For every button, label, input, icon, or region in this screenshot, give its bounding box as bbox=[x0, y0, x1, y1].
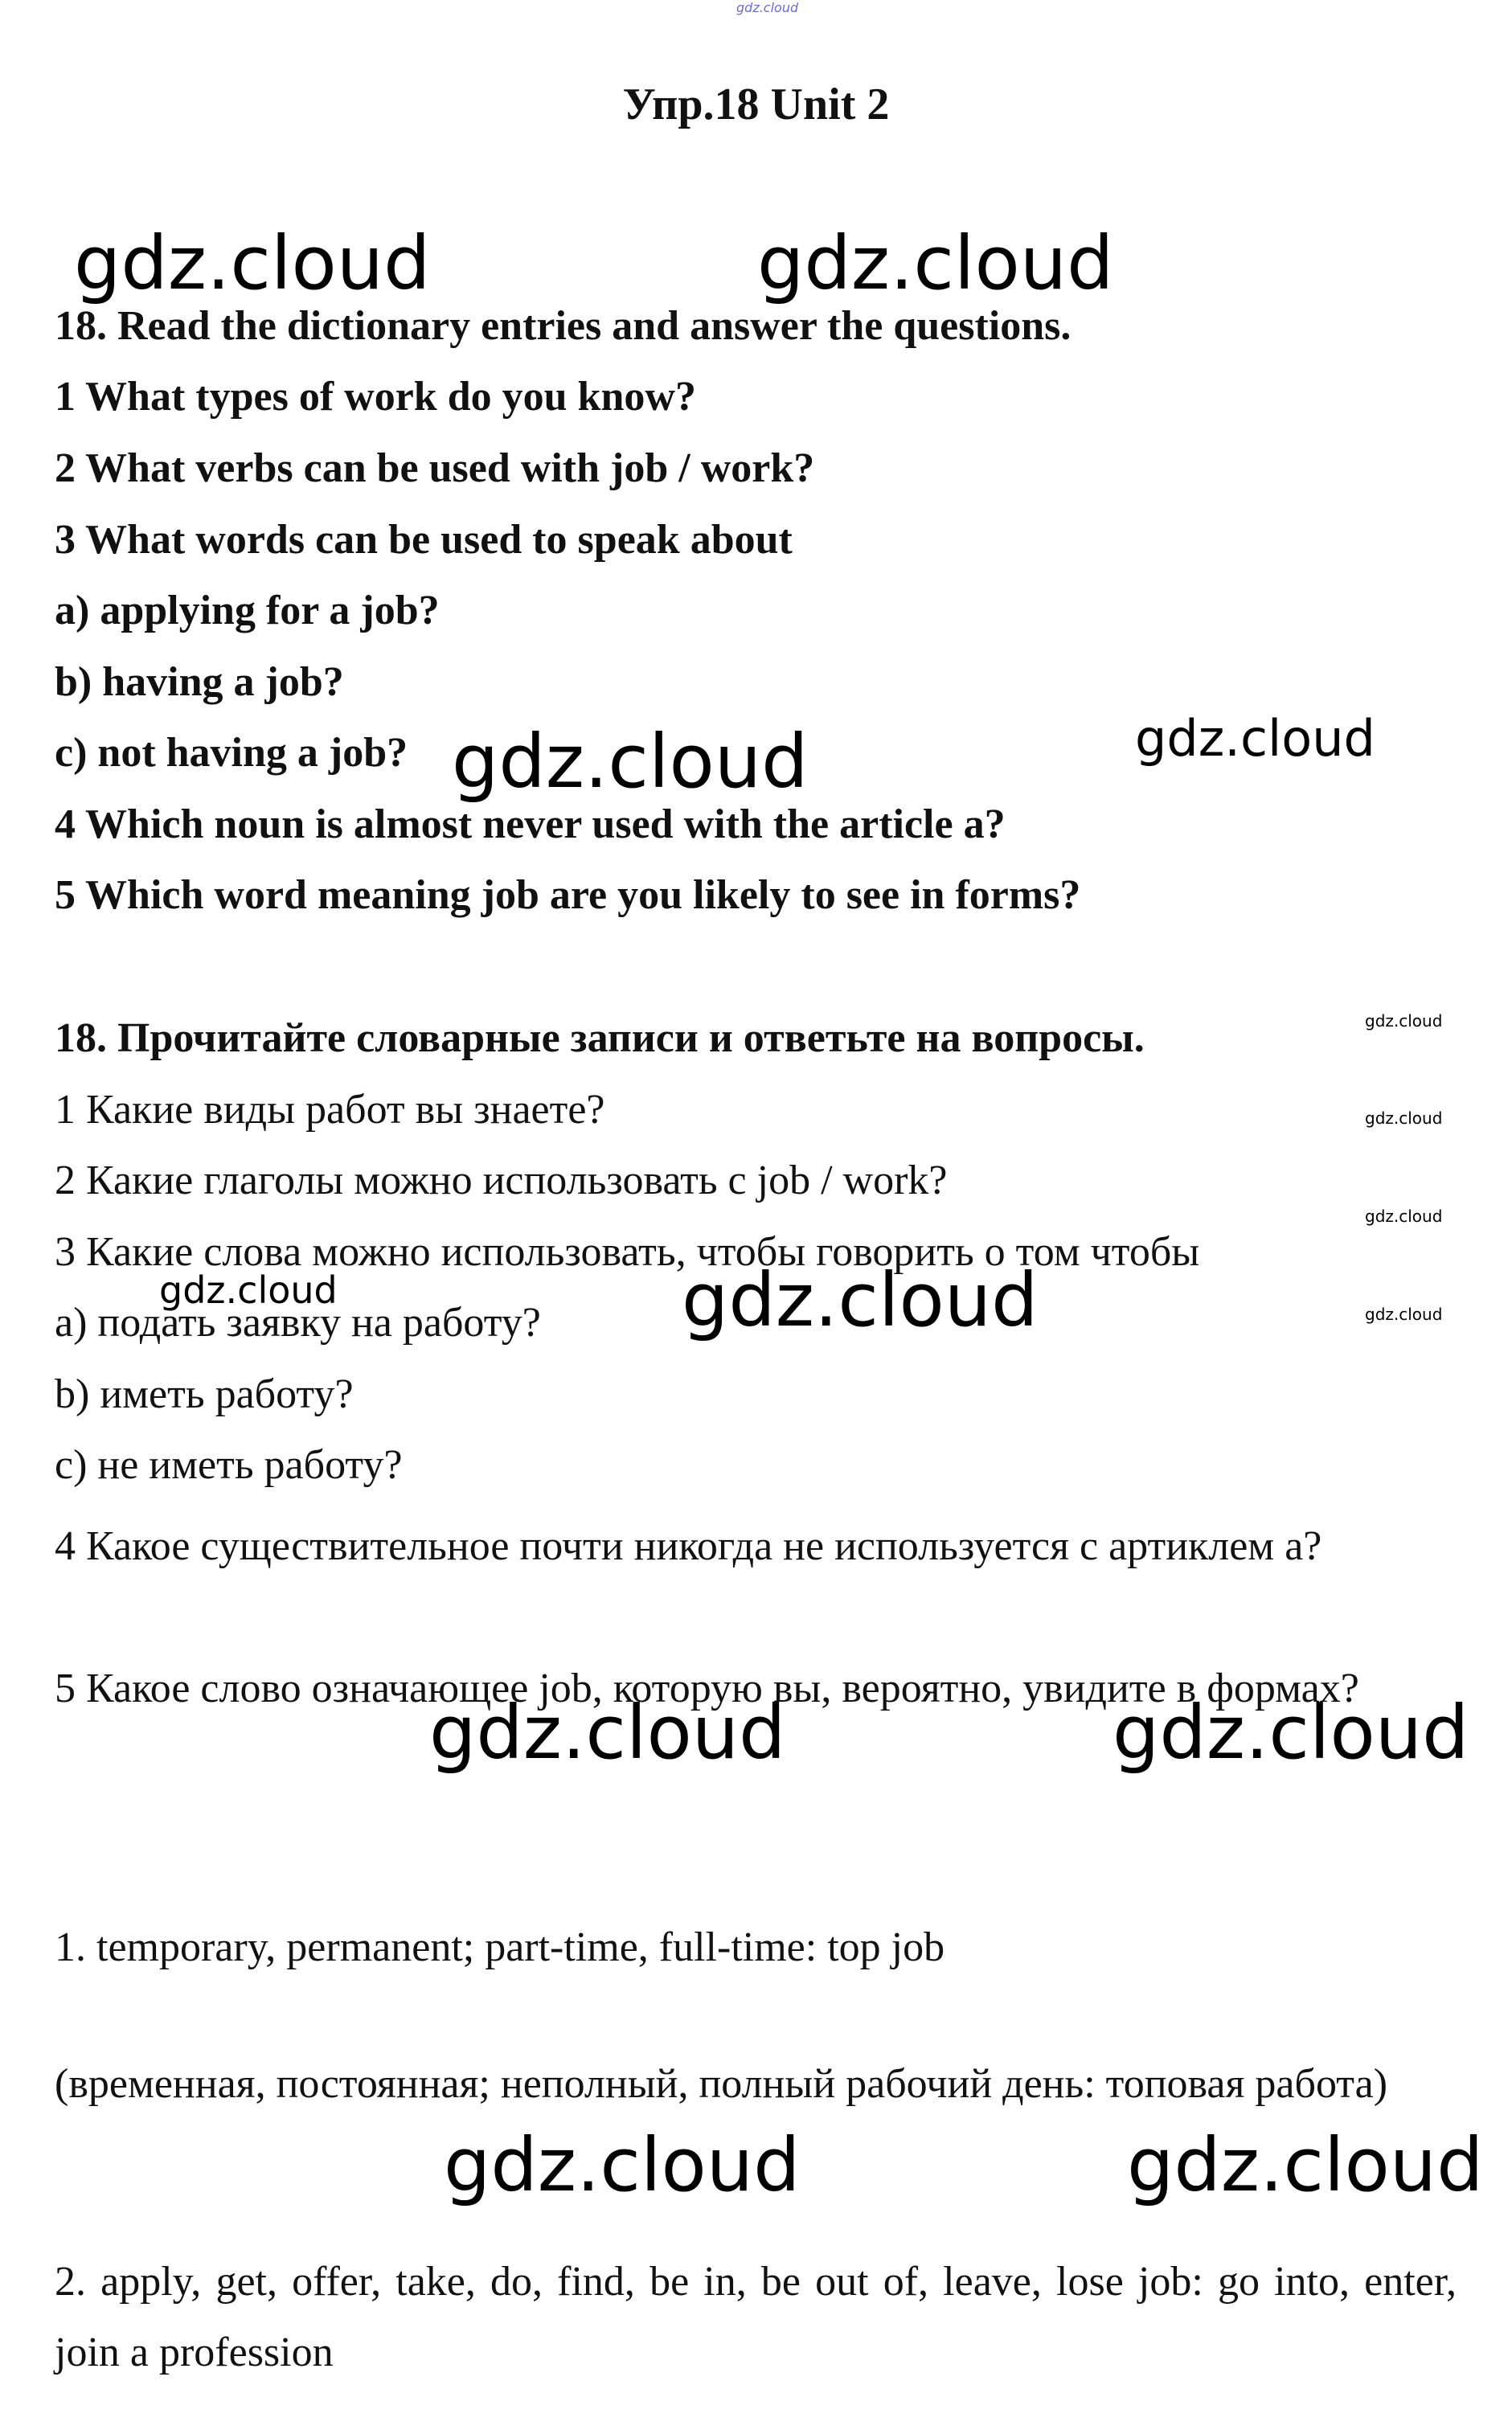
top-watermark: gdz.cloud bbox=[736, 0, 799, 15]
exercise-en-question-3a: a) applying for a job? bbox=[55, 588, 440, 633]
exercise-en-question-1: 1 What types of work do you know? bbox=[55, 374, 696, 420]
exercise-en-question-2: 2 What verbs can be used with job / work? bbox=[55, 445, 815, 491]
answer-2: 2. apply, get, offer, take, do, find, be in, be out of, leave, lose job: go into, enter, join a profession bbox=[55, 2259, 1457, 2375]
watermark: gdz.cloud bbox=[1365, 1305, 1443, 1324]
watermark: gdz.cloud bbox=[1112, 1690, 1469, 1776]
exercise-en-question-3c: c) not having a job? bbox=[55, 730, 408, 776]
watermark: gdz.cloud bbox=[757, 220, 1114, 306]
exercise-ru-heading: 18. Прочитайте словарные записи и ответьте на вопросы. bbox=[55, 1015, 1145, 1061]
watermark: gdz.cloud bbox=[1365, 1011, 1443, 1031]
exercise-ru-question-4: 4 Какое существительное почти никогда не используется с артиклем а? bbox=[55, 1523, 1322, 1569]
answer-1: 1. temporary, permanent; part-time, full-time: top job bbox=[55, 1924, 945, 1970]
answer-1-translation: (временная, постоянная; неполный, полный рабочий день: топовая работа) bbox=[55, 2061, 1388, 2107]
watermark: gdz.cloud bbox=[159, 1268, 338, 1312]
exercise-en-question-3: 3 What words can be used to speak about bbox=[55, 517, 793, 563]
watermark: gdz.cloud bbox=[74, 220, 431, 306]
watermark: gdz.cloud bbox=[1365, 1109, 1443, 1128]
exercise-ru-question-5: 5 Какое слово означающее job, которую вы, вероятно, увидите в формах? bbox=[55, 1666, 1359, 1711]
exercise-en-question-4: 4 Which noun is almost never used with the article a? bbox=[55, 801, 1006, 847]
exercise-ru-question-3b: b) иметь работу? bbox=[55, 1371, 354, 1417]
watermark: gdz.cloud bbox=[1365, 1207, 1443, 1226]
exercise-en-question-3b: b) having a job? bbox=[55, 659, 344, 705]
watermark: gdz.cloud bbox=[452, 719, 809, 805]
exercise-ru-question-3: 3 Какие слова можно использовать, чтобы говорить о том чтобы bbox=[55, 1229, 1200, 1275]
exercise-ru-question-2: 2 Какие глаголы можно использовать с job / work? bbox=[55, 1158, 948, 1203]
exercise-en-heading: 18. Read the dictionary entries and answer the questions. bbox=[55, 303, 1072, 349]
exercise-ru-question-3a: а) подать заявку на работу? bbox=[55, 1300, 541, 1346]
exercise-ru-question-3c: c) не иметь работу? bbox=[55, 1442, 403, 1488]
watermark: gdz.cloud bbox=[1135, 709, 1375, 768]
exercise-ru-question-1: 1 Какие виды работ вы знаете? bbox=[55, 1087, 605, 1133]
watermark: gdz.cloud bbox=[444, 2122, 801, 2208]
watermark: gdz.cloud bbox=[1127, 2122, 1484, 2208]
page-title: Упр.18 Unit 2 bbox=[622, 80, 890, 129]
exercise-en-question-5: 5 Which word meaning job are you likely to see in forms? bbox=[55, 872, 1081, 918]
watermark: gdz.cloud bbox=[682, 1257, 1039, 1343]
watermark: gdz.cloud bbox=[429, 1690, 786, 1776]
